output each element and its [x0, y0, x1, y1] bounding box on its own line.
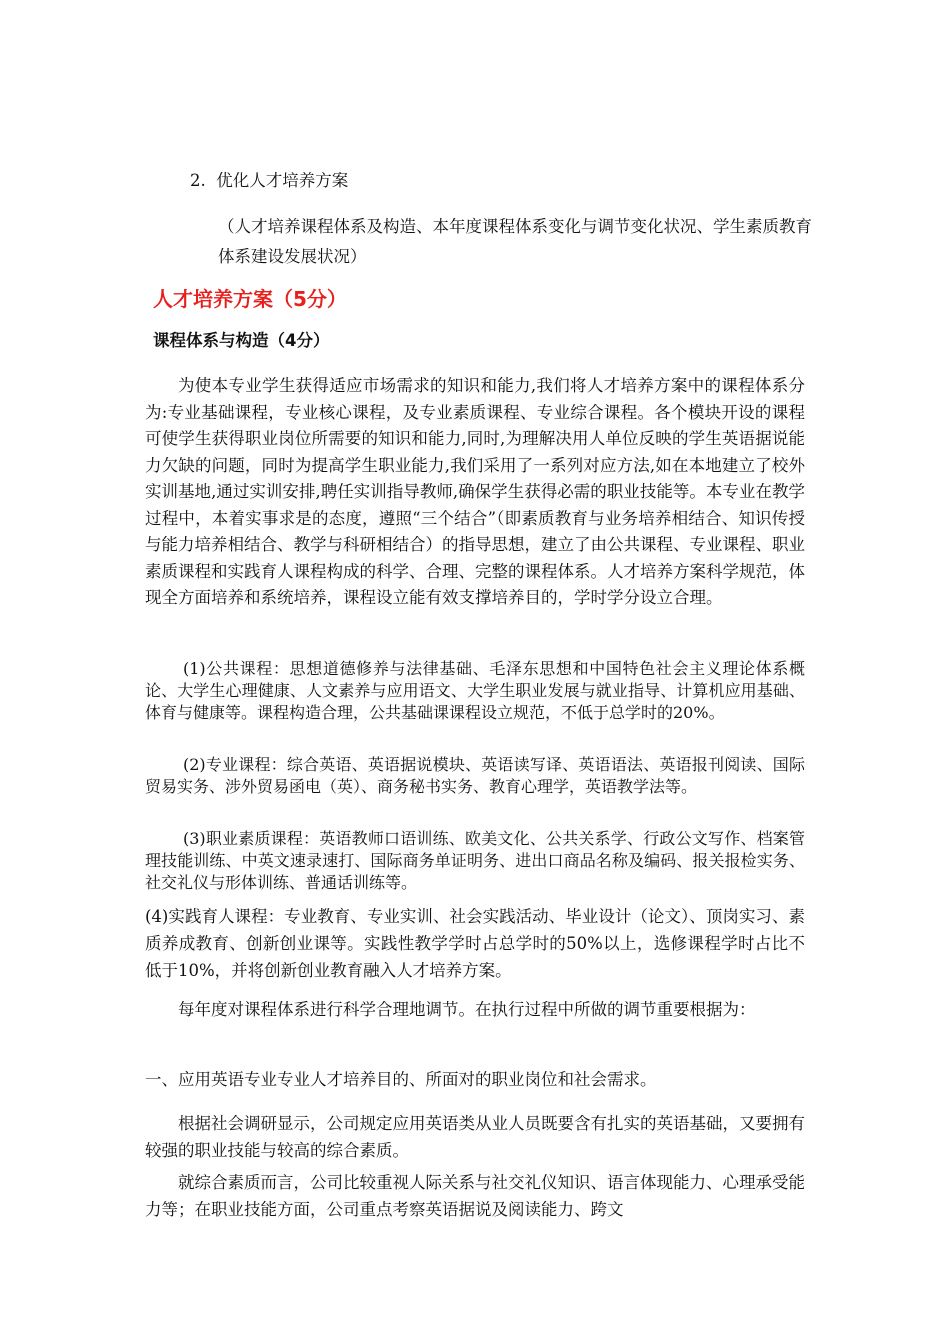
- section-note: （人才培养课程体系及构造、本年度课程体系变化与调节变化状况、学生素质教育体系建设发展状况）: [218, 217, 812, 266]
- list-item-major: (2)专业课程：综合英语、英语据说模块、英语读写译、英语语法、英语报刊阅读、国际贸易实务、涉外贸易函电（英）、商务秘书实务、教育心理学，英语教学法等。: [145, 755, 805, 796]
- point-one: 一、应用英语专业专业人才培养目的、所面对的职业岗位和社会需求。: [145, 1070, 657, 1089]
- adjust-paragraph: 每年度对课程体系进行科学合理地调节。在执行过程中所做的调节重要根据为：: [178, 1000, 756, 1019]
- list-item-vocational: (3)职业素质课程：英语教师口语训练、欧美文化、公共关系学、行政公文写作、档案管理技能训练、中英文速录速打、国际商务单证明务、进出口商品名称及编码、报关报检实务、社交礼仪与形体训练、普通话训练等。: [145, 829, 805, 892]
- section-title: [190, 168, 790, 194]
- section-number: 2.: [190, 171, 206, 190]
- subheading: 课程体系与构造（4分）: [153, 331, 330, 350]
- survey-paragraph: 根据社会调研显示，公司规定应用英语类从业人员既要含有扎实的英语基础，又要拥有较强的职业技能与较高的综合素质。: [145, 1114, 805, 1160]
- intro-paragraph: 为使本专业学生获得适应市场需求的知识和能力,我们将人才培养方案中的课程体系分为:专业基础课程，专业核心课程，及专业素质课程、专业综合课程。各个模块开设的课程可使学生获得职业岗位所需要的知识和能力,同时,为理解决用人单位反映的学生英语据说能力欠缺的问题，同时为提高学生职业能力,我们采用了一系列对应方法,如在本地建立了校外实训基地,通过实训安排,聘任实训指导教师,确保学生获得必需的职业技能等。本专业在教学过程中，本着实事求是的态度，遵照“三个结合”（即素质教育与业务培养相结合、知识传授与能力培养相结合、教学与科研相结合）的指导思想，建立了由公共课程、专业课程、职业素质课程和实践育人课程构成的科学、合理、完整的课程体系。人才培养方案科学规范，体现全方面培养和系统培养，课程设立能有效支撑培养目的，学时学分设立合理。: [145, 376, 805, 607]
- quality-paragraph: 就综合素质而言，公司比较重视人际关系与社交礼仪知识、语言体现能力、心理承受能力等；在职业技能方面，公司重点考察英语据说及阅读能力、跨文: [145, 1173, 805, 1219]
- list-item-practice: (4)实践育人课程：专业教育、专业实训、社会实践活动、毕业设计（论文）、顶岗实习、素质养成教育、创新创业课等。实践性教学学时占总学时的50%以上，选修课程学时占比不低于10%，并将创新创业教育融入人才培养方案。: [145, 907, 805, 980]
- red-heading: 人才培养方案（5分）: [153, 287, 347, 311]
- list-item-public: (1)公共课程：思想道德修养与法律基础、毛泽东思想和中国特色社会主义理论体系概论、大学生心理健康、人文素养与应用语文、大学生职业发展与就业指导、计算机应用基础、体育与健康等。课程构造合理，公共基础课课程设立规范，不低于总学时的20%。: [145, 659, 805, 722]
- section-title-text: 优化人才培养方案: [216, 171, 349, 190]
